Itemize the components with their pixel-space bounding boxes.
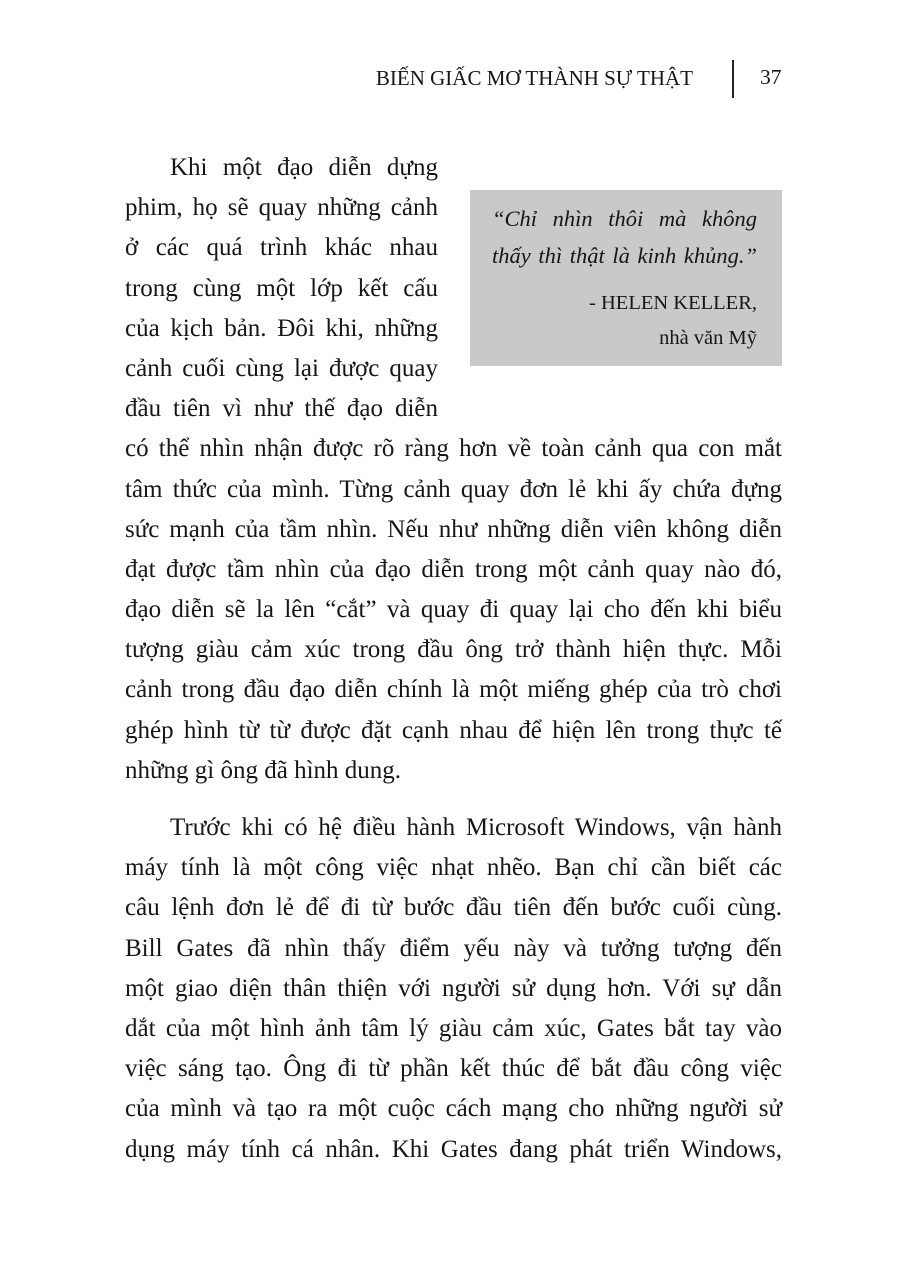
text-line: một giao diện thân thiện với người sử dụng hơn. Với sự dẫn	[125, 974, 782, 1002]
quote-attribution: - HELEN KELLER,	[589, 292, 757, 314]
text-line: dụng máy tính cá nhân. Khi Gates đang phát triển Windows,	[125, 1135, 782, 1163]
quote-attribution-role: nhà văn Mỹ	[659, 327, 757, 349]
text-line: của mình và tạo ra một cuộc cách mạng cho những người sử	[125, 1095, 782, 1123]
text-line: đầu tiên vì như thế đạo diễn	[125, 395, 438, 423]
text-line: Trước khi có hệ điều hành Microsoft Windows, vận hành	[170, 814, 782, 841]
paragraph	[125, 808, 782, 1170]
paragraph	[125, 148, 782, 791]
page-number: 37	[760, 65, 782, 89]
text-line: máy tính là một công việc nhạt nhẽo. Bạn chỉ cần biết các	[125, 854, 782, 882]
text-line: ghép hình từ từ được đặt cạnh nhau để hiện lên trong thực tế	[125, 716, 782, 744]
text-line: tượng giàu cảm xúc trong đầu ông trở thành hiện thực. Mỗi	[125, 636, 782, 664]
text-line: của kịch bản. Đôi khi, những	[125, 314, 438, 342]
running-title: BIẾN GIẤC MƠ THÀNH SỰ THẬT	[375, 66, 693, 90]
text-line: tâm thức của mình. Từng cảnh quay đơn lẻ khi ấy chứa đựng	[125, 475, 782, 503]
quote-line: thấy thì thật là kinh khủng.”	[492, 243, 757, 268]
text-line: trong cùng một lớp kết cấu	[125, 274, 438, 302]
text-line: cảnh cuối cùng lại được quay	[125, 354, 438, 382]
text-line: cảnh trong đầu đạo diễn chính là một miếng ghép của trò chơi	[125, 676, 782, 704]
quote-line: “Chỉ nhìn thôi mà không	[492, 206, 757, 231]
header-divider	[732, 60, 734, 98]
text-line: dắt của một hình ảnh tâm lý giàu cảm xúc, Gates bắt tay vào	[125, 1014, 782, 1042]
text-line: những gì ông đã hình dung.	[125, 756, 402, 784]
text-line: việc sáng tạo. Ông đi từ phần kết thúc để bắt đầu công việc	[125, 1055, 782, 1083]
text-line: Khi một đạo diễn dựng	[170, 154, 438, 181]
text-line: câu lệnh đơn lẻ để đi từ bước đầu tiên đến bước cuối cùng.	[125, 894, 782, 922]
text-line: có thể nhìn nhận được rõ ràng hơn về toàn cảnh qua con mắt	[125, 435, 782, 463]
text-line: đạt được tầm nhìn của đạo diễn trong một cảnh quay nào đó,	[125, 555, 782, 583]
text-line: đạo diễn sẽ la lên “cắt” và quay đi quay lại cho đến khi biểu	[125, 596, 782, 624]
text-line: Bill Gates đã nhìn thấy điểm yếu này và tưởng tượng đến	[125, 934, 782, 962]
text-line: ở các quá trình khác nhau	[125, 234, 438, 262]
text-line: phim, họ sẽ quay những cảnh	[125, 194, 438, 222]
text-line: sức mạnh của tầm nhìn. Nếu như những diễn viên không diễn	[125, 515, 782, 543]
